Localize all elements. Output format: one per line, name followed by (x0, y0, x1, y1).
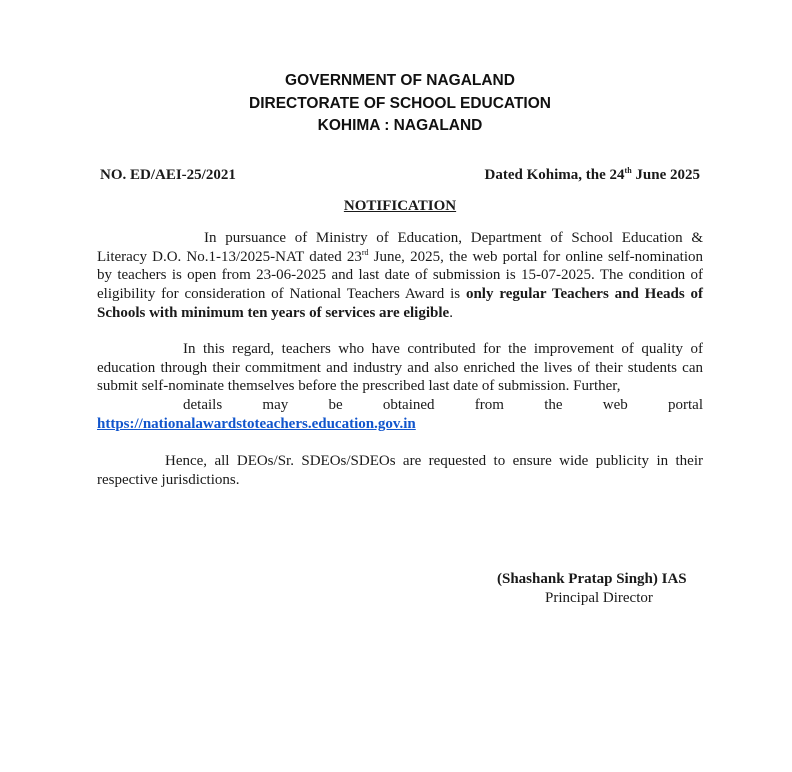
header-government: GOVERNMENT OF NAGALAND (285, 72, 515, 89)
paragraph-2-text: In this regard, teachers who have contributed for the improvement of quality of education through their commitment and industry and also enriched the lives of their students can submit self-nominate themselves before the prescribed last date of submission. Further, (97, 341, 703, 395)
portal-link[interactable]: https://nationalawardstoteachers.education.gov.in (97, 415, 416, 432)
date-prefix: Dated Kohima, the 24 (484, 167, 625, 183)
header-directorate: DIRECTORATE OF SCHOOL EDUCATION (249, 94, 551, 112)
reference-date (485, 167, 700, 184)
paragraph-1-sup: rd (361, 247, 369, 257)
paragraph-1-end: . (449, 304, 453, 321)
document-header (0, 70, 792, 138)
paragraph-2-last-line: details may be obtained from the web portal (183, 397, 703, 414)
paragraph-1-text-a: In pursuance of Ministry of Education, Department of School Education & Literacy D.O. No.1-13/2025-NAT dated 23 (97, 230, 703, 265)
reference-line (100, 167, 700, 187)
paragraph-2 (97, 340, 703, 434)
paragraph-1 (97, 229, 703, 323)
date-suffix: th (624, 166, 632, 175)
date-rest: June 2025 (631, 167, 700, 183)
signatory-name: (Shashank Pratap Singh) IAS (497, 571, 687, 587)
paragraph-3: Hence, all DEOs/Sr. SDEOs/SDEOs are requested to ensure wide publicity in their respective jurisdictions. (97, 453, 703, 488)
paragraph-1-text-b: June, 2025, the web portal for online self-nomination by teachers is open from 23-06-2025 and last date of submission is 15-07-2025. The condition of eligibility for consideration of National Teachers Award is (97, 248, 704, 303)
eligibility-condition: only regular Teachers and Heads of Schools with minimum ten years of services are eligible (97, 286, 703, 321)
header-location: KOHIMA : NAGALAND (317, 117, 483, 134)
signatory-designation: Principal Director (545, 590, 653, 606)
notification-title: NOTIFICATION (343, 198, 457, 214)
reference-number: NO. ED/AEI-25/2021 (100, 167, 236, 183)
